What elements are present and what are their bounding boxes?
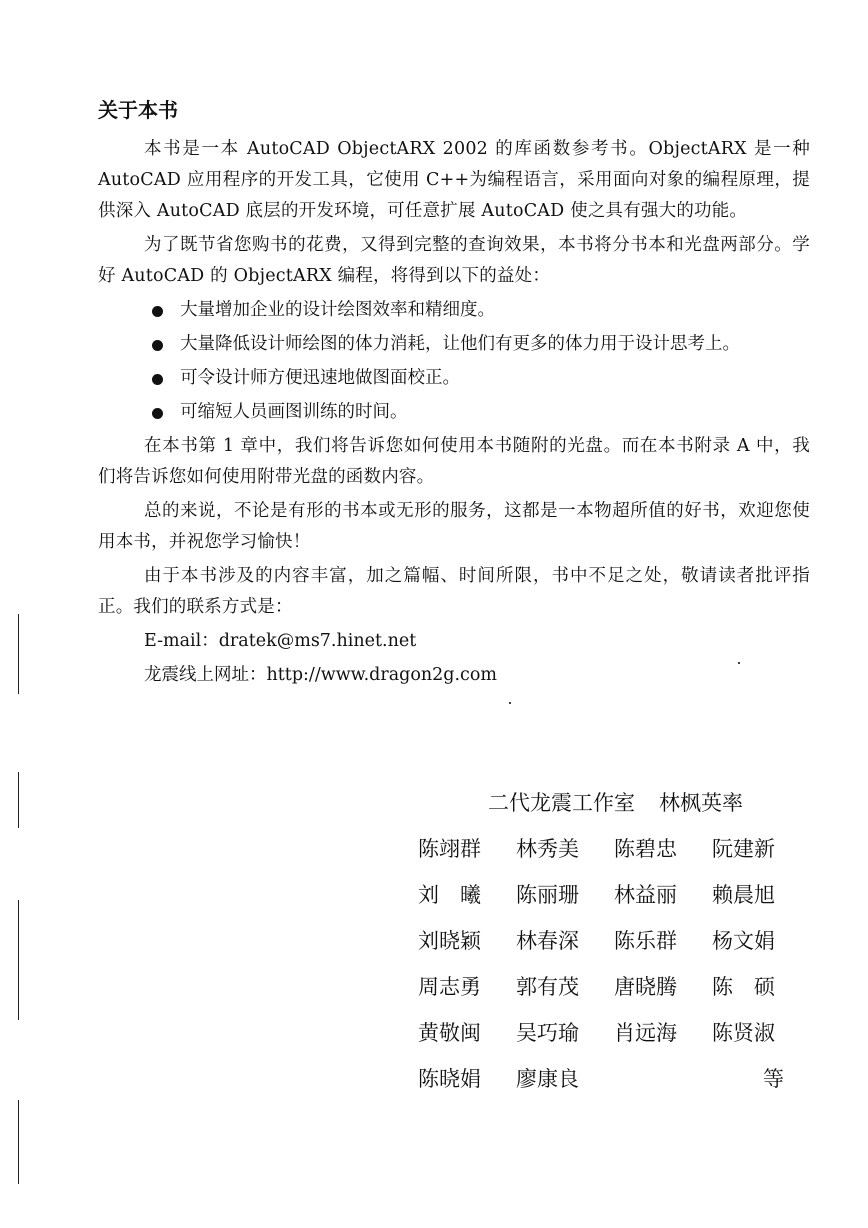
- scan-margin-line: [18, 1100, 19, 1184]
- scan-margin-line: [18, 772, 19, 828]
- staff-name: 林秀美: [516, 837, 579, 861]
- benefit-item: 可令设计师方便迅速地做图面校正。: [98, 363, 810, 394]
- scan-speck: [509, 702, 511, 704]
- staff-name: 唐晓腾: [614, 975, 677, 999]
- staff-name: 赖晨旭: [712, 883, 775, 907]
- staff-name: 刘 曦: [418, 883, 481, 907]
- staff-name: 廖康良: [516, 1067, 579, 1091]
- studio-leader: 林枫英率: [659, 791, 743, 815]
- summary-paragraph: 总的来说，不论是有形的书本或无形的服务，这都是一本物超所值的好书，欢迎您使用本书，并祝您学习愉快！: [98, 501, 810, 552]
- intro-paragraph: 本书是一本 AutoCAD ObjectARX 2002 的库函数参考书。ObjectARX 是一种 AutoCAD 应用程序的开发工具，它使用 C++为编程语言，采用面向对象的编程原理，提供深入 AutoCAD 底层的开发环境，可任意扩展 AutoCAD 使之具有强大的功能。: [98, 139, 810, 221]
- staff-name: 陈丽珊: [516, 883, 579, 907]
- benefit-item: 可缩短人员画图训练的时间。: [98, 397, 810, 428]
- feedback-paragraph: 由于本书涉及的内容丰富，加之篇幅、时间所限，书中不足之处，敬请读者批评指正。我们的联系方式是：: [98, 566, 810, 617]
- section-heading: 关于本书: [98, 98, 178, 122]
- staff-name: 陈乐群: [614, 929, 677, 953]
- staff-name: 林益丽: [614, 883, 677, 907]
- website-line: 龙震线上网址：http://www.dragon2g.com: [144, 665, 497, 685]
- staff-name: 陈贤淑: [712, 1021, 775, 1045]
- benefit-item: 大量降低设计师绘图的体力消耗，让他们有更多的体力用于设计思考上。: [98, 329, 810, 360]
- body-text: [98, 134, 810, 694]
- email-line: E-mail：dratek@ms7.hinet.net: [144, 631, 417, 651]
- scan-margin-line: [18, 614, 19, 694]
- staff-name: 陈碧忠: [614, 837, 677, 861]
- staff-name: 吴巧瑜: [516, 1021, 579, 1045]
- scan-margin-line: [18, 900, 19, 1020]
- credits-block: [418, 787, 784, 1095]
- staff-name: 郭有茂: [516, 975, 579, 999]
- staff-name: 林春深: [516, 929, 579, 953]
- studio-line: [488, 787, 784, 819]
- staff-name: 黄敬闽: [418, 1021, 481, 1045]
- chapter-note-paragraph: 在本书第 1 章中，我们将告诉您如何使用本书随附的光盘。而在本书附录 A 中，我们将告诉您如何使用附带光盘的函数内容。: [98, 436, 810, 487]
- benefits-intro-paragraph: 为了既节省您购书的花费，又得到完整的查询效果，本书将分书本和光盘两部分。学好 AutoCAD 的 ObjectARX 编程，将得到以下的益处：: [98, 235, 810, 286]
- staff-grid: [418, 833, 784, 1095]
- staff-name: 周志勇: [418, 975, 481, 999]
- staff-name: 陈 硕: [712, 975, 775, 999]
- benefit-item: 大量增加企业的设计绘图效率和精细度。: [98, 295, 810, 326]
- staff-name: 杨文娟: [712, 929, 775, 953]
- scan-speck: [738, 662, 740, 664]
- staff-name: 刘晓颖: [418, 929, 481, 953]
- benefits-list: [98, 295, 810, 428]
- staff-name: 陈晓娟: [418, 1067, 481, 1091]
- staff-name: 阮建新: [712, 837, 775, 861]
- etc-mark: 等: [763, 1067, 784, 1091]
- staff-name: 肖远海: [614, 1021, 677, 1045]
- staff-name: 陈翊群: [418, 837, 481, 861]
- studio-name: 二代龙震工作室: [488, 791, 635, 815]
